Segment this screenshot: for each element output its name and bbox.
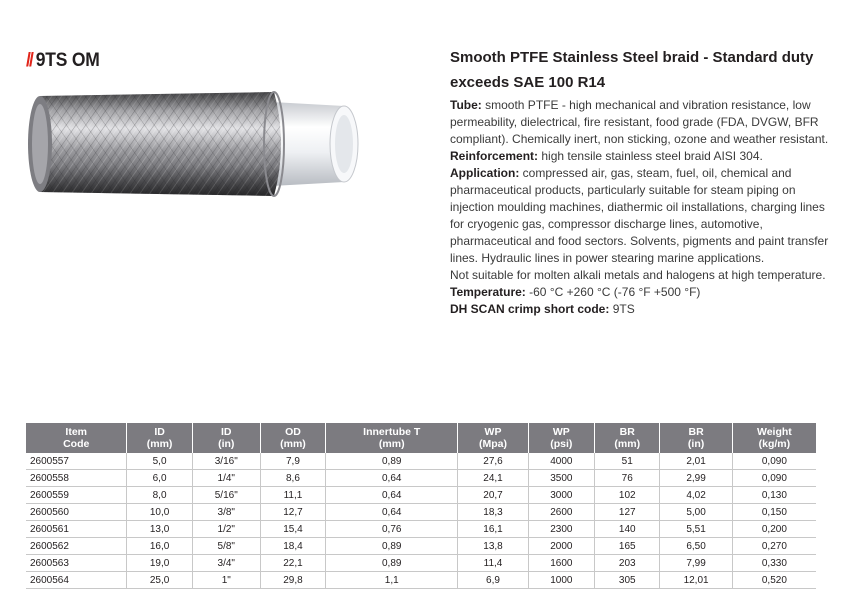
cell-innertube: 0,89 [326, 538, 458, 555]
cell-weight: 0,330 [732, 555, 816, 572]
header-wp-psi: WP (psi) [528, 423, 595, 453]
cell-wp-psi: 1000 [528, 572, 595, 589]
header-id-mm: ID (mm) [127, 423, 192, 453]
cell-item-code: 2600563 [26, 555, 127, 572]
cell-weight: 0,150 [732, 504, 816, 521]
cell-id-mm: 5,0 [127, 453, 192, 470]
cell-item-code: 2600558 [26, 470, 127, 487]
cell-br-mm: 165 [595, 538, 660, 555]
header-id-in: ID (in) [192, 423, 260, 453]
cell-id-in: 3/8" [192, 504, 260, 521]
cell-id-mm: 10,0 [127, 504, 192, 521]
cell-id-in: 5/8" [192, 538, 260, 555]
cell-wp-psi: 3500 [528, 470, 595, 487]
cell-wp-mpa: 11,4 [458, 555, 528, 572]
cell-item-code: 2600562 [26, 538, 127, 555]
header-od-mm: OD (mm) [260, 423, 325, 453]
header-item-code: Item Code [26, 423, 127, 453]
cell-weight: 0,520 [732, 572, 816, 589]
header-innertube: Innertube T (mm) [326, 423, 458, 453]
cell-br-mm: 102 [595, 487, 660, 504]
cell-od-mm: 29,8 [260, 572, 325, 589]
cell-id-in: 1" [192, 572, 260, 589]
table-row [26, 487, 816, 504]
hose-illustration [22, 90, 368, 198]
not-suitable-paragraph: Not suitable for molten alkali metals and halogens at high temperature. [450, 268, 826, 282]
tube-text: smooth PTFE - high mechanical and vibration resistance, low permeability, dielectrical, fire resistant, food grade (FDA, DVGW, BFR compliant). Chemically inert, non sticking, ozone and weather resistant. [450, 98, 829, 146]
temperature-text: -60 °C +260 °C (-76 °F +500 °F) [529, 285, 701, 299]
cell-wp-mpa: 20,7 [458, 487, 528, 504]
cell-item-code: 2600564 [26, 572, 127, 589]
reinforcement-paragraph [450, 148, 835, 165]
cell-od-mm: 12,7 [260, 504, 325, 521]
cell-id-in: 5/16" [192, 487, 260, 504]
title-slash-mark: // [26, 50, 33, 71]
cell-br-in: 12,01 [660, 572, 732, 589]
table-row [26, 521, 816, 538]
cell-id-in: 1/2" [192, 521, 260, 538]
cell-wp-psi: 2000 [528, 538, 595, 555]
cell-weight: 0,090 [732, 453, 816, 470]
cell-br-in: 2,01 [660, 453, 732, 470]
cell-innertube: 0,89 [326, 555, 458, 572]
cell-item-code: 2600559 [26, 487, 127, 504]
cell-br-in: 5,00 [660, 504, 732, 521]
cell-weight: 0,130 [732, 487, 816, 504]
cell-br-mm: 140 [595, 521, 660, 538]
cell-br-in: 5,51 [660, 521, 732, 538]
cell-id-mm: 6,0 [127, 470, 192, 487]
cell-wp-psi: 2300 [528, 521, 595, 538]
cell-wp-psi: 3000 [528, 487, 595, 504]
cell-id-mm: 25,0 [127, 572, 192, 589]
cell-innertube: 0,76 [326, 521, 458, 538]
cell-id-mm: 16,0 [127, 538, 192, 555]
cell-wp-mpa: 16,1 [458, 521, 528, 538]
description-heading: Smooth PTFE Stainless Steel braid - Standard duty [450, 49, 814, 66]
cell-wp-mpa: 24,1 [458, 470, 528, 487]
cell-br-in: 6,50 [660, 538, 732, 555]
specification-table [26, 423, 816, 589]
cell-weight: 0,270 [732, 538, 816, 555]
cell-od-mm: 22,1 [260, 555, 325, 572]
cell-weight: 0,090 [732, 470, 816, 487]
table-row [26, 470, 816, 487]
cell-br-in: 2,99 [660, 470, 732, 487]
table-row [26, 555, 816, 572]
header-br-in: BR (in) [660, 423, 732, 453]
header-weight: Weight (kg/m) [732, 423, 816, 453]
crimp-label: DH SCAN crimp short code: [450, 302, 610, 316]
cell-id-mm: 13,0 [127, 521, 192, 538]
cell-item-code: 2600557 [26, 453, 127, 470]
cell-br-in: 4,02 [660, 487, 732, 504]
table-row [26, 538, 816, 555]
cell-br-mm: 127 [595, 504, 660, 521]
temperature-paragraph [450, 284, 835, 301]
hose-image [22, 90, 368, 198]
cell-br-mm: 51 [595, 453, 660, 470]
cell-od-mm: 8,6 [260, 470, 325, 487]
cell-od-mm: 11,1 [260, 487, 325, 504]
cell-id-mm: 19,0 [127, 555, 192, 572]
reinforcement-text: high tensile stainless steel braid AISI 304. [541, 149, 763, 163]
header-br-mm: BR (mm) [595, 423, 660, 453]
cell-br-mm: 203 [595, 555, 660, 572]
cell-wp-mpa: 6,9 [458, 572, 528, 589]
cell-od-mm: 7,9 [260, 453, 325, 470]
cell-weight: 0,200 [732, 521, 816, 538]
cell-item-code: 2600561 [26, 521, 127, 538]
cell-wp-psi: 1600 [528, 555, 595, 572]
table-header-row [26, 423, 816, 453]
tube-paragraph [450, 97, 835, 148]
crimp-paragraph [450, 301, 835, 318]
application-paragraph [450, 165, 835, 267]
cell-id-in: 3/16" [192, 453, 260, 470]
table-row [26, 453, 816, 470]
cell-br-mm: 305 [595, 572, 660, 589]
description-subheading: exceeds SAE 100 R14 [450, 74, 606, 91]
header-wp-mpa: WP (Mpa) [458, 423, 528, 453]
cell-innertube: 0,64 [326, 504, 458, 521]
cell-br-in: 7,99 [660, 555, 732, 572]
reinforcement-label: Reinforcement: [450, 149, 539, 163]
cell-item-code: 2600560 [26, 504, 127, 521]
product-title [26, 50, 100, 72]
table-row [26, 504, 816, 521]
cell-innertube: 0,89 [326, 453, 458, 470]
crimp-code: 9TS [612, 302, 635, 316]
cell-innertube: 1,1 [326, 572, 458, 589]
tube-label: Tube: [450, 98, 482, 112]
cell-id-in: 3/4" [192, 555, 260, 572]
application-label: Application: [450, 166, 520, 180]
cell-innertube: 0,64 [326, 470, 458, 487]
cell-wp-mpa: 18,3 [458, 504, 528, 521]
application-text: compressed air, gas, steam, fuel, oil, chemical and pharmaceutical products, particularly suitable for steam piping on injection moulding machines, diathermic oil installations, charging lines for cryogenic gas, compressor discharge lines, automotive, pharmaceutical and food sectors. Solvents, pigments and paint transfer lines. Hydraulic lines in power stearing marine applications. [450, 166, 829, 265]
cell-wp-mpa: 13,8 [458, 538, 528, 555]
cell-wp-psi: 2600 [528, 504, 595, 521]
cell-wp-mpa: 27,6 [458, 453, 528, 470]
cell-od-mm: 15,4 [260, 521, 325, 538]
table-row [26, 572, 816, 589]
temperature-label: Temperature: [450, 285, 526, 299]
cell-id-mm: 8,0 [127, 487, 192, 504]
product-model: 9TS OM [35, 50, 100, 71]
cell-innertube: 0,64 [326, 487, 458, 504]
cell-br-mm: 76 [595, 470, 660, 487]
product-description [450, 48, 835, 318]
cell-wp-psi: 4000 [528, 453, 595, 470]
cell-id-in: 1/4" [192, 470, 260, 487]
cell-od-mm: 18,4 [260, 538, 325, 555]
